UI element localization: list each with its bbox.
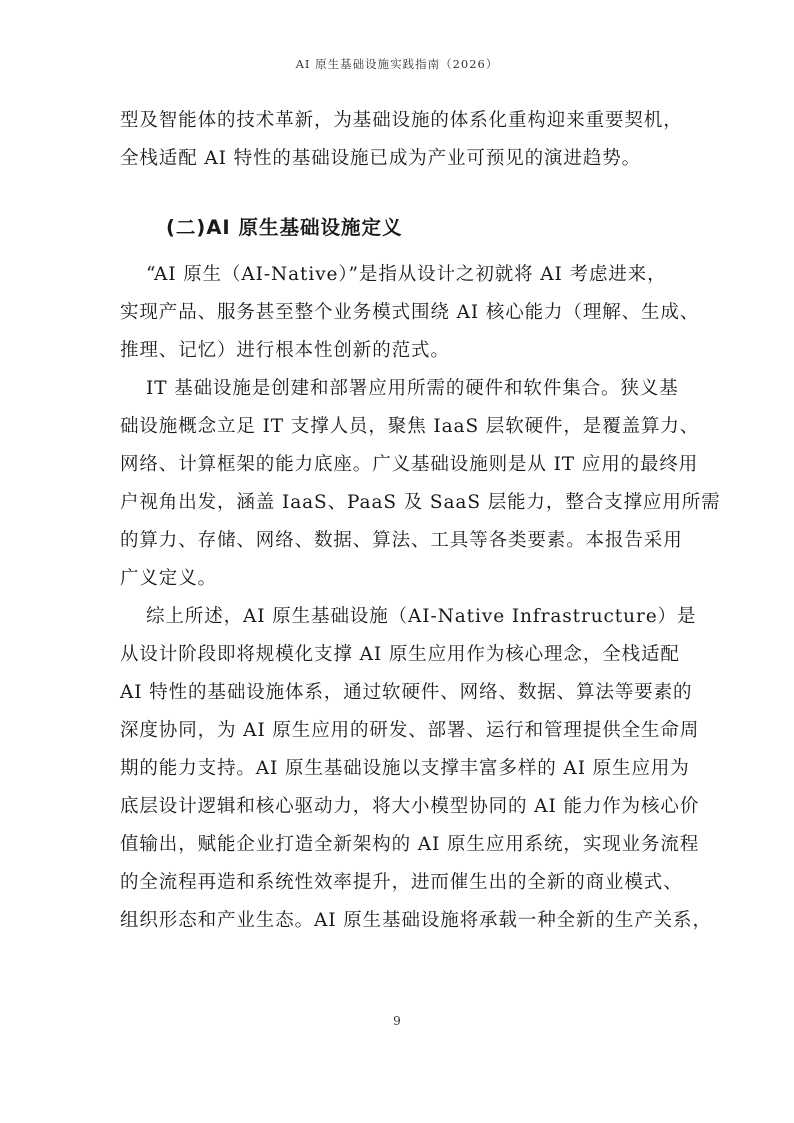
page-number: 9: [393, 1014, 401, 1028]
text-line: 广义定义。: [120, 568, 218, 589]
document-body: [120, 102, 721, 940]
text-line: 期的能力支持。AI 原生基础设施以支撑丰富多样的 AI 原生应用为: [120, 758, 690, 779]
text-line: 值输出，赋能企业打造全新架构的 AI 原生应用系统，实现业务流程: [120, 834, 700, 855]
text-line: 深度协同，为 AI 原生应用的研发、部署、运行和管理提供全生命周: [120, 720, 700, 741]
text-line: 户视角出发，涵盖 IaaS、PaaS 及 SaaS 层能力，整合支撑应用所需: [120, 492, 721, 513]
text-line: AI 特性的基础设施体系，通过软硬件、网络、数据、算法等要素的: [120, 682, 693, 703]
text-line: 网络、计算框架的能力底座。广义基础设施则是从 IT 应用的最终用: [120, 454, 699, 475]
text-line: “AI 原生（AI-Native）”是指从设计之初就将 AI 考虑进来，: [146, 264, 667, 285]
infrastructure-paragraph: [120, 370, 721, 598]
definition-paragraph: [120, 256, 700, 370]
summary-paragraph: [120, 598, 712, 940]
intro-paragraph: [120, 102, 683, 178]
text-line: 综上所述，AI 原生基础设施（AI-Native Infrastructure）是: [146, 606, 697, 627]
text-line: 础设施概念立足 IT 支撑人员，聚焦 IaaS 层软硬件，是覆盖算力、: [120, 416, 700, 437]
text-line: 从设计阶段即将规模化支撑 AI 原生应用作为核心理念，全栈适配: [120, 644, 680, 665]
text-line: 底层设计逻辑和核心驱动力，将大小模型协同的 AI 能力作为核心价: [120, 796, 700, 817]
running-header: AI 原生基础设施实践指南（2026）: [295, 57, 499, 71]
text-line: 型及智能体的技术革新，为基础设施的体系化重构迎来重要契机，: [120, 110, 683, 131]
text-line: IT 基础设施是创建和部署应用所需的硬件和软件集合。狭义基: [146, 378, 679, 399]
text-line: 全栈适配 AI 特性的基础设施已成为产业可预见的演进趋势。: [120, 148, 642, 169]
text-line: 的算力、存储、网络、数据、算法、工具等各类要素。本报告采用: [120, 530, 683, 551]
text-line: 实现产品、服务甚至整个业务模式围绕 AI 核心能力（理解、生成、: [120, 302, 700, 323]
text-line: 的全流程再造和系统性效率提升，进而催生出的全新的商业模式、: [120, 872, 683, 893]
section-heading: (二)AI 原生基础设施定义: [166, 216, 403, 239]
text-line: 组织形态和产业生态。AI 原生基础设施将承载一种全新的生产关系，: [120, 910, 712, 931]
text-line: 推理、记忆）进行根本性创新的范式。: [120, 340, 450, 361]
